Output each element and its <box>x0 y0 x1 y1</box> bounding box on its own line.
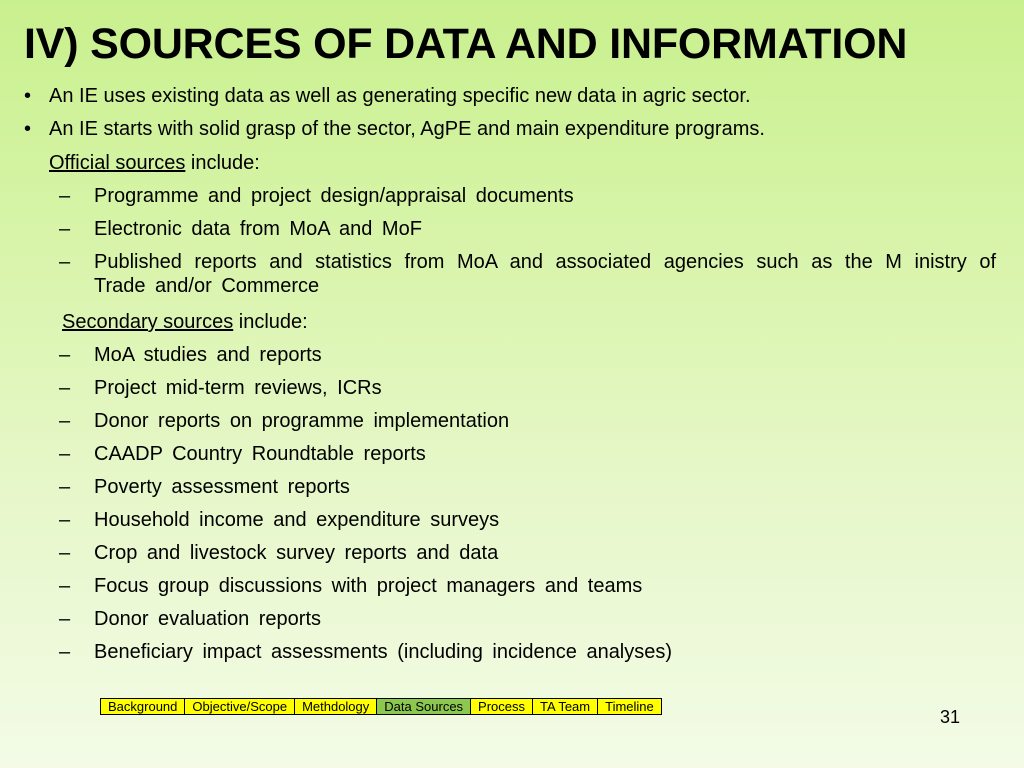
dash-icon: – <box>59 608 71 630</box>
dash-icon: – <box>59 251 71 273</box>
official-source-text: Electronic data from MoA and MoF <box>94 218 422 240</box>
bullet-icon: • <box>24 118 32 140</box>
nav-data-sources[interactable]: Data Sources <box>377 699 471 715</box>
secondary-source-text: CAADP Country Roundtable reports <box>94 443 426 465</box>
dash-icon: – <box>59 509 71 531</box>
nav-objective-scope[interactable]: Objective/Scope <box>185 699 295 715</box>
dash-icon: – <box>59 218 71 240</box>
dash-icon: – <box>59 476 71 498</box>
dash-icon: – <box>59 185 71 207</box>
dash-icon: – <box>59 575 71 597</box>
official-sources-suffix: include: <box>185 152 260 174</box>
dash-icon: – <box>59 641 71 663</box>
slide-title: IV) SOURCES OF DATA AND INFORMATION <box>24 20 908 68</box>
bullet-icon: • <box>24 85 32 107</box>
secondary-sources-suffix: include: <box>233 311 308 333</box>
page-number: 31 <box>939 707 960 727</box>
dash-icon: – <box>59 443 71 465</box>
nav-row <box>101 699 662 715</box>
nav-process[interactable]: Process <box>471 699 533 715</box>
bullet-text: An IE starts with solid grasp of the sector, AgPE and main expenditure programs. <box>49 118 765 140</box>
secondary-source-text: Crop and livestock survey reports and data <box>94 542 499 564</box>
secondary-source-text: Project mid-term reviews, ICRs <box>94 377 382 399</box>
official-sources-label: Official sources <box>49 152 186 174</box>
official-source-text: Programme and project design/appraisal documents <box>94 185 574 207</box>
secondary-source-text: Beneficiary impact assessments (including incidence analyses) <box>94 641 673 663</box>
secondary-source-text: Household income and expenditure surveys <box>94 509 500 531</box>
dash-icon: – <box>59 410 71 432</box>
secondary-source-text: Donor evaluation reports <box>94 608 322 630</box>
secondary-source-text: Donor reports on programme implementation <box>94 410 510 432</box>
official-sources-line <box>49 151 260 175</box>
secondary-source-text: Poverty assessment reports <box>94 476 350 498</box>
nav-ta-team[interactable]: TA Team <box>533 699 598 715</box>
slide-navigation <box>100 698 662 715</box>
secondary-source-text: MoA studies and reports <box>94 344 322 366</box>
dash-icon: – <box>59 377 71 399</box>
secondary-source-text: Focus group discussions with project managers and teams <box>94 575 643 597</box>
dash-icon: – <box>59 542 71 564</box>
nav-methdology[interactable]: Methdology <box>295 699 377 715</box>
secondary-sources-label: Secondary sources <box>62 311 234 333</box>
nav-timeline[interactable]: Timeline <box>598 699 662 715</box>
dash-icon: – <box>59 344 71 366</box>
nav-background[interactable]: Background <box>101 699 185 715</box>
bullet-text: An IE uses existing data as well as generating specific new data in agric sector. <box>49 85 751 107</box>
secondary-sources-line <box>62 310 308 334</box>
official-source-text: Published reports and statistics from MoA and associated agencies such as the M inistry of Trade and/or Commerce <box>94 251 996 297</box>
